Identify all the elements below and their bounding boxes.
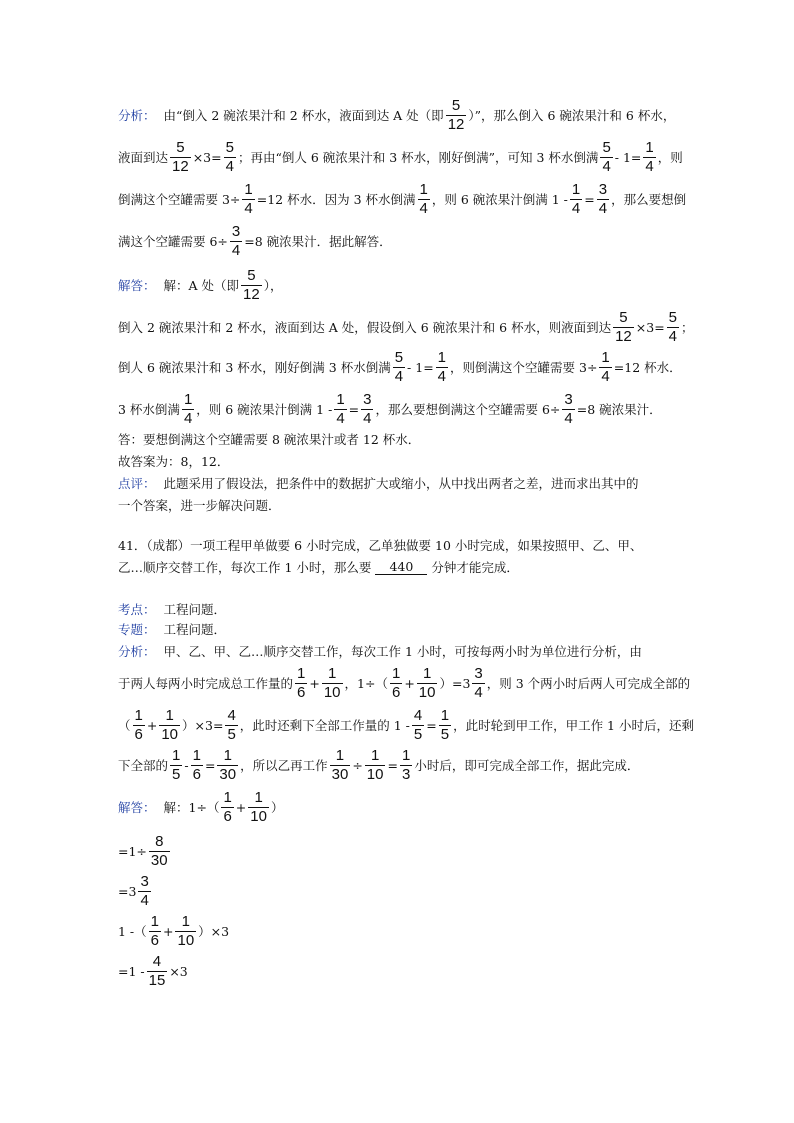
fraction <box>149 914 161 949</box>
zhuanti-line <box>118 620 226 638</box>
text: 4 <box>602 157 611 175</box>
text: 4 <box>336 409 345 427</box>
answer41-line-4 <box>118 914 229 949</box>
text: 分钟才能完成． <box>431 560 519 575</box>
text: 4 <box>231 241 241 259</box>
text: 41．（成都）一项工程甲单做要 6 小时完成，乙单独做要 10 小时完成，如果按照甲、乙、甲、 <box>118 538 643 553</box>
text: 12 <box>243 285 260 303</box>
fraction <box>472 666 484 701</box>
text: 4 <box>183 409 193 427</box>
text: 4 <box>564 409 573 427</box>
text: 10 <box>250 807 267 825</box>
text: 5 <box>225 139 234 156</box>
text: 1 <box>134 707 143 724</box>
text: ，此时还剩下全部工作量的 1 - <box>239 718 410 734</box>
text: 工程问题． <box>163 622 227 637</box>
fraction <box>170 748 182 783</box>
text: 10 <box>177 931 195 949</box>
text: 故答案为：8，12． <box>118 454 230 469</box>
text: 1 <box>150 913 159 930</box>
text: 5 <box>440 725 450 743</box>
analysis-line-2 <box>118 140 683 175</box>
text: 4 <box>394 367 404 385</box>
text: 倒入 2 碗浓果汁和 2 杯水，液面到达 A 处，假设倒入 6 碗浓果汁和 6 杯水，则液面到达 <box>118 320 612 336</box>
text: 小时后，即可完成全部工作，据此完成． <box>414 758 640 774</box>
text: 10 <box>323 683 341 701</box>
text: 1 <box>165 707 174 724</box>
text: 满这个空罐需要 6÷ <box>118 234 228 250</box>
text: 1 <box>181 913 190 930</box>
text: 3 <box>231 223 241 240</box>
text: 6 <box>391 683 401 701</box>
text: 1 <box>183 391 193 408</box>
text: （ <box>118 718 131 734</box>
text: 1 <box>244 181 253 198</box>
answer41-line-1 <box>118 790 283 825</box>
text: =8 碗浓果汁． <box>576 402 662 418</box>
text: 1 <box>645 139 654 156</box>
text: 4 <box>363 409 372 427</box>
fraction <box>133 708 145 743</box>
text: 4 <box>140 891 149 909</box>
text: 液面到达 <box>118 150 169 166</box>
analysis41-line-1 <box>118 642 642 660</box>
text: 工程问题． <box>163 602 227 617</box>
text: 3 杯水倒满 <box>118 402 180 418</box>
text: ，所以乙再工作 <box>240 758 328 774</box>
fraction <box>138 874 150 909</box>
text: =1÷ <box>118 843 147 859</box>
fraction <box>400 748 412 783</box>
text: 5 <box>227 725 236 743</box>
fraction <box>175 914 196 949</box>
text: =12 杯水． <box>613 360 682 376</box>
text: 倒满这个空罐需要 3÷ <box>118 192 241 208</box>
text: ） <box>270 800 284 816</box>
answer-line-3 <box>118 350 682 385</box>
text: 下全部的 <box>118 758 169 774</box>
text: 8 <box>155 833 164 850</box>
fraction <box>597 182 609 217</box>
fraction <box>217 748 238 783</box>
text: - 1= <box>407 359 434 375</box>
text: 3 <box>474 665 483 682</box>
text: 6 <box>134 725 143 743</box>
text: ×3= <box>635 319 665 335</box>
text: + <box>146 717 158 733</box>
fraction <box>159 708 180 743</box>
text: ，则 6 碗浓果汁倒满 1 - <box>196 402 333 418</box>
fraction <box>436 350 448 385</box>
text: 3 <box>564 391 573 408</box>
text: 4 <box>668 327 678 345</box>
fraction <box>412 708 424 743</box>
text: 乙…顺序交替工作，每次工作 1 小时，那么要 <box>118 560 372 575</box>
answer-line-5 <box>118 430 420 448</box>
text: 答：要想倒满这个空罐需要 8 碗浓果汁或者 12 杯水． <box>118 432 421 447</box>
text: 1 <box>401 747 411 764</box>
text: 15 <box>148 971 166 989</box>
text: ，则 6 碗浓果汁倒满 1 - <box>431 192 568 208</box>
text: 6 <box>223 807 232 825</box>
fraction <box>599 350 611 385</box>
text: 4 <box>244 199 253 217</box>
fraction <box>322 666 343 701</box>
text: ）=3 <box>439 676 471 692</box>
text: 10 <box>418 683 436 701</box>
text: 1 <box>336 391 345 408</box>
text: 1 <box>440 707 450 724</box>
analysis-label: 分析： <box>118 108 156 124</box>
text: 3 <box>363 391 372 408</box>
analysis-label: 分析： <box>118 644 156 659</box>
text: 倒人 6 碗浓果汁和 3 杯水，刚好倒满 3 杯水倒满 <box>118 360 391 376</box>
comment-line-1 <box>118 474 639 492</box>
text: =1 - <box>118 963 145 979</box>
answer41-line-3 <box>118 874 153 909</box>
text: =3 <box>118 883 137 899</box>
analysis41-line-4 <box>118 748 639 783</box>
fraction <box>182 392 194 427</box>
text: ×3 <box>169 963 188 979</box>
text: = <box>204 757 216 773</box>
text: 4 <box>474 683 483 701</box>
fraction <box>643 140 655 175</box>
fraction <box>439 708 451 743</box>
question-41-line-2 <box>118 558 519 576</box>
text: 5 <box>394 349 404 366</box>
analysis-line-1 <box>118 98 675 133</box>
answer41-line-5 <box>118 954 188 989</box>
text: ，1÷（ <box>344 676 388 692</box>
text: 4 <box>601 367 610 385</box>
text: + <box>163 923 174 939</box>
text: 5 <box>619 309 628 326</box>
fraction <box>600 140 612 175</box>
fraction <box>390 666 402 701</box>
fraction <box>330 748 351 783</box>
text: + <box>309 675 320 691</box>
text: =8 碗浓果汁．据此解答． <box>244 234 392 250</box>
fraction <box>224 140 236 175</box>
text: 30 <box>219 765 237 783</box>
text: 1 <box>437 349 447 366</box>
kaodian-label: 考点： <box>118 602 156 617</box>
text: 4 <box>413 707 423 724</box>
text: = <box>348 401 360 417</box>
text: 解：A 处（即 <box>163 278 240 294</box>
text: ，则倒满这个空罐需要 3÷ <box>450 360 598 376</box>
text: 6 <box>297 683 306 701</box>
text: 12 <box>172 157 189 175</box>
text: ，那么要想倒 <box>611 192 687 208</box>
fraction <box>191 748 203 783</box>
text: 5 <box>172 765 181 783</box>
fraction <box>570 182 582 217</box>
fraction <box>221 790 233 825</box>
text: = <box>584 191 595 207</box>
text: 5 <box>668 309 678 326</box>
text: ）×3= <box>182 718 224 734</box>
answer-line-2 <box>118 310 694 345</box>
text: 6 <box>192 765 201 783</box>
comment-line-2 <box>118 496 281 514</box>
text: 4 <box>227 707 236 724</box>
text: 1 <box>422 665 432 682</box>
text: ）×3 <box>198 924 230 940</box>
analysis-line-4 <box>118 224 392 259</box>
answer-line-6 <box>118 452 229 470</box>
fraction <box>418 182 430 217</box>
text: 5 <box>247 267 256 284</box>
text: + <box>235 799 247 815</box>
fraction <box>295 666 307 701</box>
analysis-line-3 <box>118 182 686 217</box>
text: ÷ <box>352 757 363 773</box>
text: ，那么要想倒满这个空罐需要 6÷ <box>375 402 561 418</box>
text: ）， <box>263 278 283 294</box>
text: 3 <box>598 181 608 198</box>
text: ；再由“倒人 6 碗浓果汁和 3 杯水，刚好倒满”，可知 3 杯水倒满 <box>237 150 599 166</box>
text: 1 <box>571 181 581 198</box>
fraction <box>613 310 634 345</box>
fraction <box>365 748 386 783</box>
text: 1 <box>254 789 263 806</box>
text: 1 <box>419 181 428 198</box>
text: =12 杯水．因为 3 杯水倒满 <box>256 192 416 208</box>
text: 30 <box>331 765 349 783</box>
fraction <box>149 834 170 869</box>
text: ，则 3 个两小时后两人可完成全部的 <box>486 676 691 692</box>
answer-label: 解答： <box>118 800 156 816</box>
text: 4 <box>437 367 447 385</box>
text: 5 <box>602 139 611 156</box>
text: 12 <box>615 327 632 345</box>
text: 1 -（ <box>118 924 147 940</box>
text: 4 <box>225 157 234 175</box>
text: = <box>387 757 398 773</box>
zhuanti-label: 专题： <box>118 622 156 637</box>
text: 此题采用了假设法，把条件中的数据扩大或缩小，从中找出两者之差，进而求出其中的 <box>163 476 639 491</box>
text: 4 <box>645 157 654 175</box>
comment-label: 点评： <box>118 476 156 491</box>
text: 1 <box>370 747 380 764</box>
text: ×3= <box>192 149 222 165</box>
fraction <box>170 140 191 175</box>
text: 1 <box>297 665 306 682</box>
text: 30 <box>150 851 168 869</box>
fraction <box>230 224 242 259</box>
text: + <box>404 675 415 691</box>
answer41-line-2 <box>118 834 172 869</box>
fraction <box>417 666 438 701</box>
text: ）”，那么倒入 6 碗浓果汁和 6 杯水， <box>468 108 676 124</box>
fraction <box>446 98 467 133</box>
text: 4 <box>419 199 428 217</box>
text: 1 <box>601 349 610 366</box>
text: 1 <box>192 747 201 764</box>
question-41-line-1 <box>118 536 642 554</box>
analysis41-line-3 <box>118 708 694 743</box>
text: 于两人每两小时完成总工作量的 <box>118 676 294 692</box>
answer-label: 解答： <box>118 278 156 294</box>
fraction <box>393 350 405 385</box>
fraction <box>248 790 269 825</box>
fraction <box>562 392 574 427</box>
text: ，则 <box>657 150 683 166</box>
text: 解：1÷（ <box>163 800 220 816</box>
answer-line-4 <box>118 392 662 427</box>
text: 10 <box>366 765 384 783</box>
text: 一个答案，进一步解决问题． <box>118 498 281 513</box>
fraction <box>242 182 254 217</box>
text: 1 <box>223 789 232 806</box>
text: 1 <box>328 665 337 682</box>
text: 1 <box>172 747 181 764</box>
fraction <box>667 310 679 345</box>
text: 1 <box>335 747 345 764</box>
text: 4 <box>571 199 581 217</box>
text: 6 <box>150 931 159 949</box>
text: 甲、乙、甲、乙…顺序交替工作，每次工作 1 小时，可按每两小时为单位进行分析，由 <box>163 644 642 659</box>
text: 由“倒入 2 碗浓果汁和 2 杯水，液面到达 A 处（即 <box>163 108 444 124</box>
fraction <box>147 954 168 989</box>
fraction <box>361 392 373 427</box>
text: ； <box>681 320 694 336</box>
answer-blank: 440 <box>375 559 427 575</box>
text: 5 <box>176 139 185 156</box>
text: 3 <box>401 765 411 783</box>
fraction <box>334 392 346 427</box>
fraction <box>241 268 262 303</box>
text: 1 <box>391 665 401 682</box>
text: - 1= <box>614 149 642 165</box>
text: 3 <box>140 873 149 890</box>
text: 12 <box>447 115 465 133</box>
text: 4 <box>598 199 608 217</box>
kaodian-line <box>118 600 226 618</box>
text: = <box>426 717 437 733</box>
answer-line-1 <box>118 268 282 303</box>
text: 5 <box>413 725 423 743</box>
fraction <box>225 708 237 743</box>
text: 10 <box>161 725 179 743</box>
text: ，此时轮到甲工作，甲工作 1 小时后，还剩 <box>453 718 694 734</box>
text: - <box>184 757 189 773</box>
text: 5 <box>451 97 461 114</box>
analysis41-line-2 <box>118 666 690 701</box>
text: 1 <box>223 747 232 764</box>
text: 4 <box>152 953 162 970</box>
